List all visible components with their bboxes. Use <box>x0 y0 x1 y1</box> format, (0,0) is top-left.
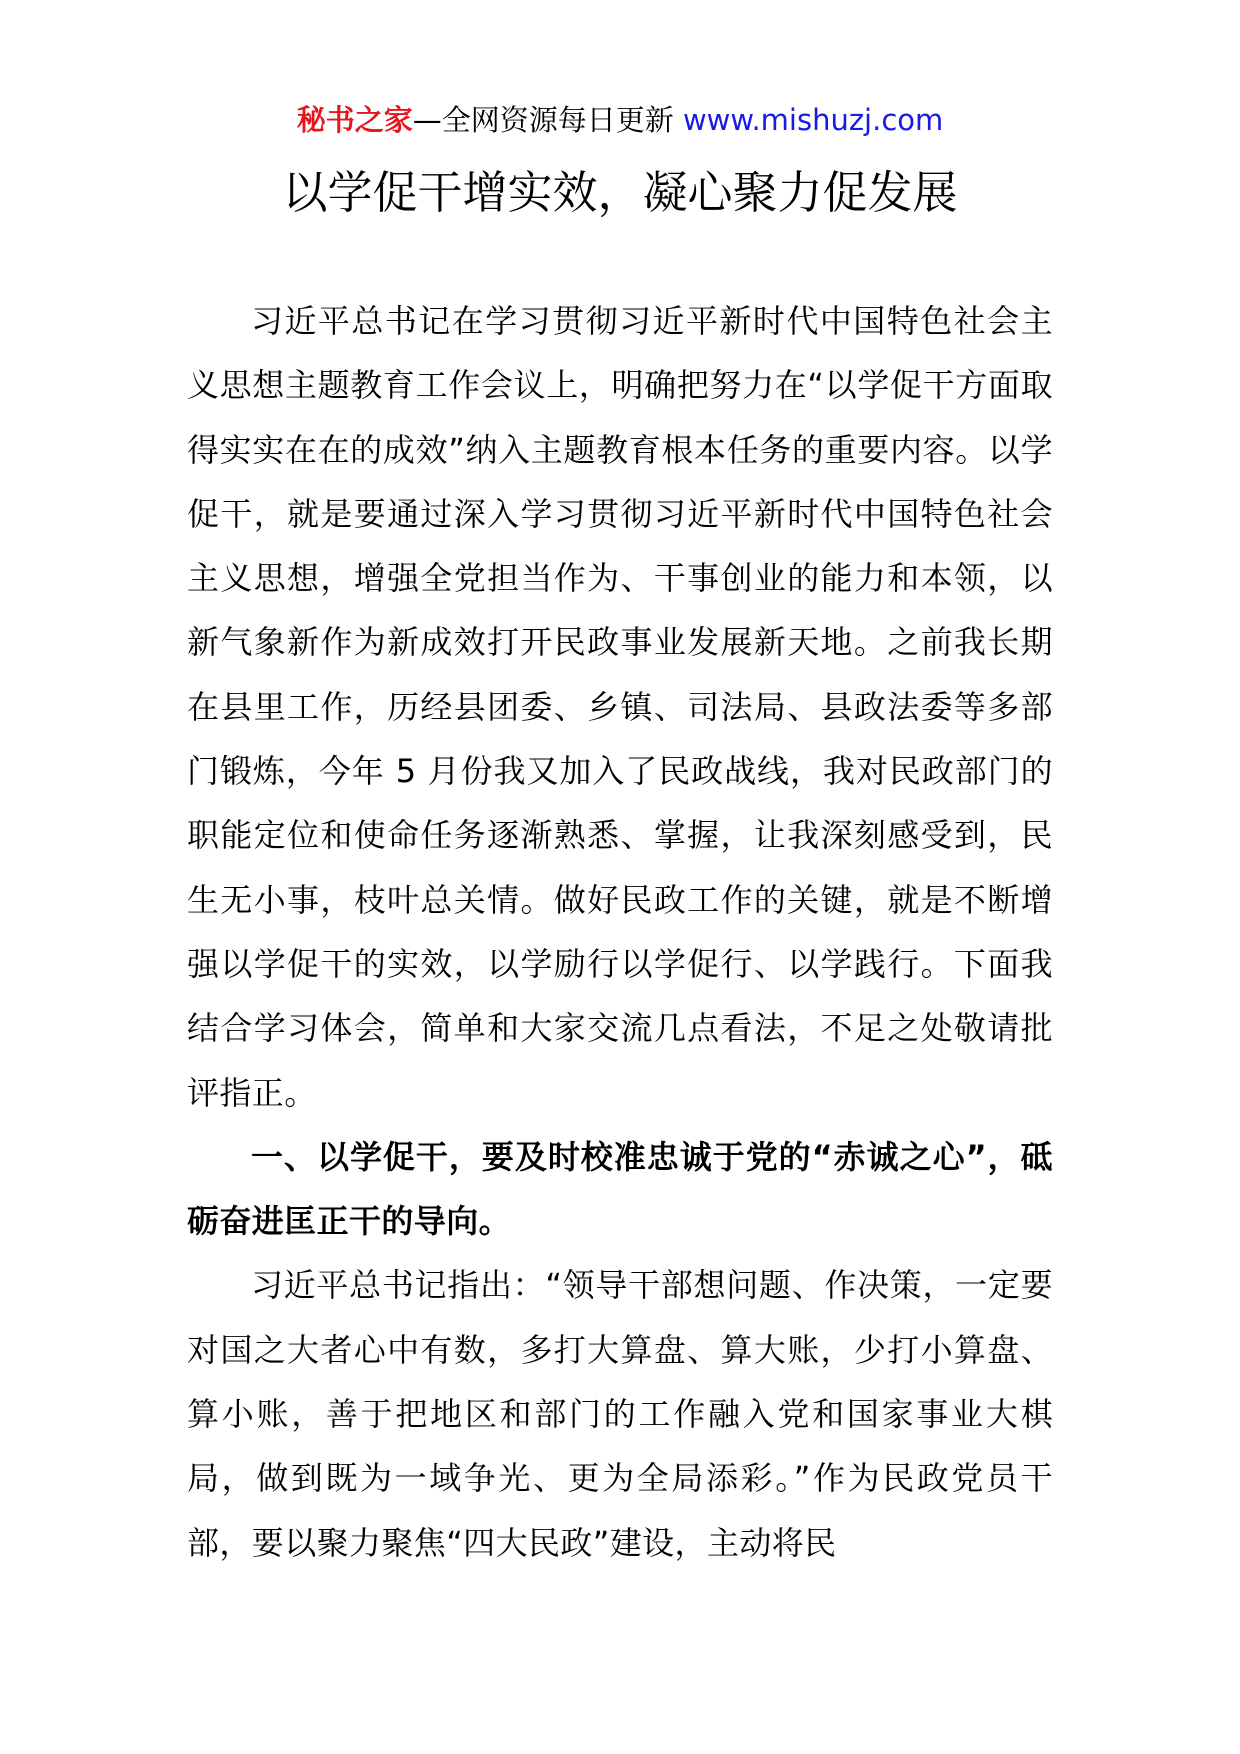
site-brand: 秘书之家 <box>296 103 413 137</box>
document-title: 以学促干增实效，凝心聚力促发展 <box>282 166 958 219</box>
document-body <box>187 289 1053 1575</box>
body-paragraph: 习近平总书记指出：“领导干部想问题、作决策，一定要对国之大者心中有数，多打大算盘、算大账，少打小算盘、算小账，善于把地区和部门的工作融入党和国家事业大棋局，做到既为一域争光、更为全局添彩。”作为民政党员干部，要以聚力聚焦“四大民政”建设，主动将民 <box>187 1266 1053 1562</box>
section-heading: 一、以学促干，要及时校准忠诚于党的“赤诚之心”，砥砺奋进匡正干的导向。 <box>187 1137 1053 1241</box>
site-header <box>0 100 1240 140</box>
body-paragraph: 习近平总书记在学习贯彻习近平新时代中国特色社会主义思想主题教育工作会议上，明确把努力在“以学促干方面取得实实在在的成效”纳入主题教育根本任务的重要内容。以学促干，就是要通过深入学习贯彻习近平新时代中国特色社会主义思想，增强全党担当作为、干事创业的能力和本领，以新气象新作为新成效打开民政事业发展新天地。之前我长期在县里工作，历经县团委、乡镇、司法局、县政法委等多部门锻炼，今年 5 月份我又加入了民政战线，我对民政部门的职能定位和使命任务逐渐熟悉、掌握，让我深刻感受到，民生无小事，枝叶总关情。做好民政工作的关键，就是不断增强以学促干的实效，以学励行以学促行、以学践行。下面我结合学习体会，简单和大家交流几点看法，不足之处敬请批评指正。 <box>187 302 1053 1112</box>
site-url-link[interactable]: www.mishuzj.com <box>682 103 944 137</box>
site-tagline: —全网资源每日更新 <box>412 103 683 137</box>
